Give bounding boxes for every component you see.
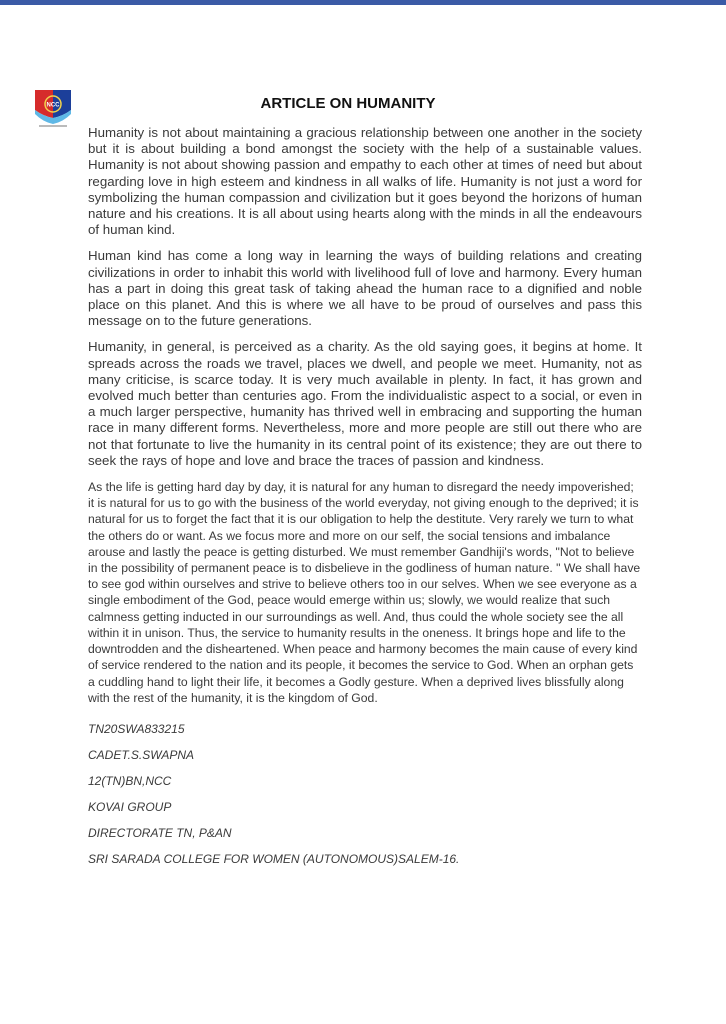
cadet-number: TN20SWA833215 bbox=[88, 721, 185, 736]
signature-block bbox=[88, 716, 642, 872]
group: KOVAI GROUP bbox=[88, 799, 172, 814]
article-body bbox=[88, 125, 642, 872]
emblem-text: NCC bbox=[46, 102, 60, 109]
paragraph-4: As the life is getting hard day by day, it is natural for any human to disregard the needy impoverished; it is natural for us to go with the business of the world everyday, not giving enough to the deprived; it is natural for us to forget the fact that it is our obligation to help the destitute. Very rarely we turn to what the others do or want. As we focus more and more on our self, the social tensions and imbalance arouse and lastly the peace is getting disturbed. We must remember Gandhiji's words, "Not to believe in the possibility of permanent peace is to disbelieve in the godliness of human nature. " We shall have to see god within ourselves and strive to believe others too in our selves. When we see everyone as a single embodiment of the God, peace would emerge within us; slowly, we would realize that such calmness getting inducted in our surroundings as well. And, thus could the whole society see the all within it in unison. Thus, the service to humanity results in the oneness. It brings hope and life to the downtrodden and the disheartened. When peace and harmony becomes the main cause of every kind of service rendered to the nation and its people, it becomes the service to God. When an orphan gets a cuddling hand to light their life, it becomes a Godly gesture. When a deprived lives blissfully along with the rest of the humanity, it is the kingdom of God. bbox=[88, 480, 641, 705]
directorate: DIRECTORATE TN, P&AN bbox=[88, 825, 232, 840]
paragraph-2: Human kind has come a long way in learning the ways of building relations and creating civilizations in order to inhabit this world with livelihood full of love and harmony. Every human has a part in doing this great task of taking ahead the human race to a dignified and noble place on this planet. And this is where we all have to be proud of ourselves and pass this message on to the future generations. bbox=[88, 248, 642, 329]
paragraph-3: Humanity, in general, is perceived as a charity. As the old saying goes, it begins at home. It spreads across the roads we travel, places we dwell, and people we meet. Humanity, not as many criticise, is scarce today. It is very much available in plenty. In fact, it has grown and evolved much better than centuries ago. From the individualistic aspect to a social, or even in a much larger perspective, humanity has thrived well in embracing and supporting the human race in many different forms. Nevertheless, more and more people are still out there who are not that fortunate to live the humanity in its central point of its existence; they are out there to seek the rays of hope and love and brace the traces of passion and kindness. bbox=[88, 339, 642, 468]
paragraph-1: Humanity is not about maintaining a gracious relationship between one another in the society but it is about building a bond amongst the society with the help of a sustainable values. Humanity is not about showing passion and empathy to each other at times of need but about regarding love in high esteem and kindness in all walks of life. Humanity is not just a word for symbolizing the human compassion and civilization but it goes beyond the horizons of human nature and his creations. It is all about using hearts along with the minds in all the endeavours of human kind. bbox=[88, 125, 642, 238]
article-title: ARTICLE ON HUMANITY bbox=[260, 95, 436, 112]
battalion: 12(TN)BN,NCC bbox=[88, 773, 172, 788]
cadet-name: CADET.S.SWAPNA bbox=[88, 747, 195, 762]
college: SRI SARADA COLLEGE FOR WOMEN (AUTONOMOUS)SALEM-16. bbox=[88, 851, 460, 866]
top-border bbox=[0, 0, 726, 5]
